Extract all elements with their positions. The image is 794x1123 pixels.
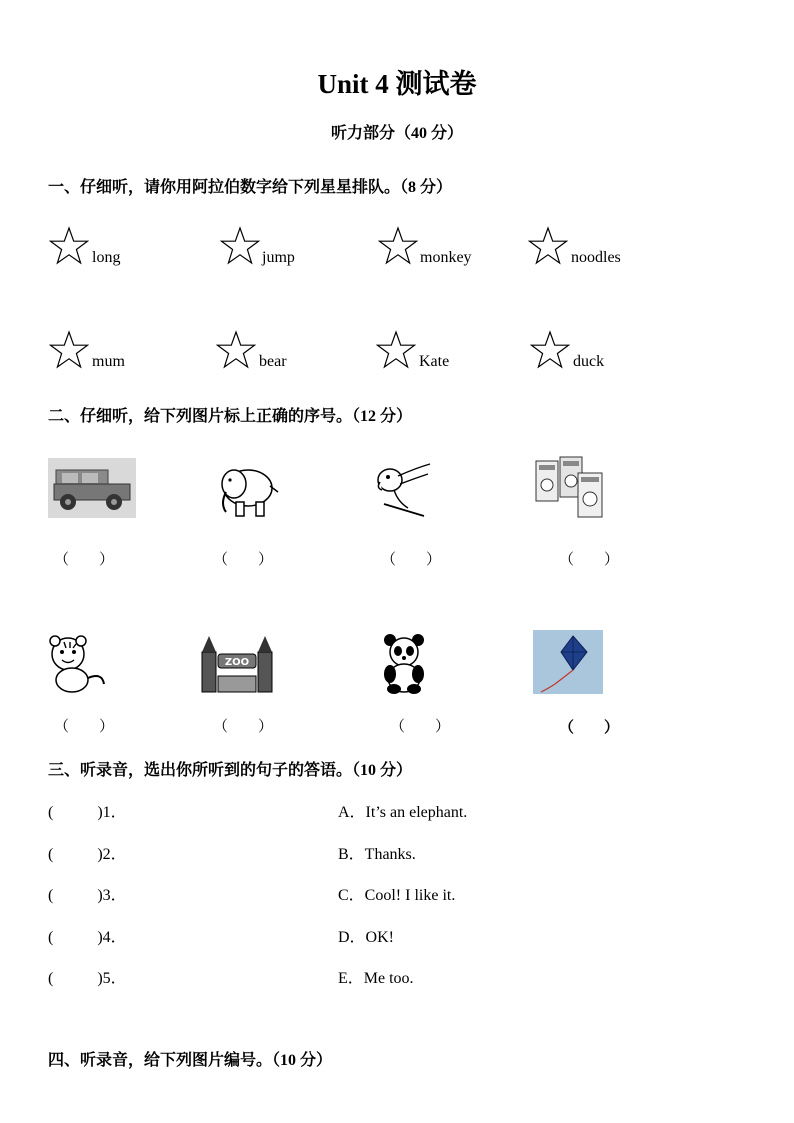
question-row[interactable] [48, 882, 348, 905]
paren-close: ) [97, 929, 103, 946]
answer-option: B．Thanks. [338, 846, 416, 863]
paren-open: ( [48, 804, 54, 821]
star-word: noodles [571, 249, 621, 266]
section-1-heading: 一、仔细听，请你用阿拉伯数字给下列星星排队。（8 分） [48, 179, 453, 196]
kite-picture [533, 630, 603, 694]
star-word: mum [92, 353, 125, 370]
answer-blank[interactable]: （ ） [381, 552, 442, 568]
zoo-gate-picture [200, 632, 274, 694]
star-word: long [92, 249, 121, 266]
star-word: duck [573, 353, 605, 370]
section-3-heading: 三、听录音，选出你所听到的句子的答语。（10 分） [48, 762, 413, 779]
paren-close: ) [97, 804, 103, 821]
star-word: bear [259, 353, 287, 370]
paren-close: ) [97, 970, 103, 987]
jeep-picture [48, 458, 136, 518]
question-number: 3． [102, 887, 127, 904]
question-row[interactable] [48, 799, 348, 822]
answer-blank[interactable]: （ ） [213, 719, 274, 735]
question-number: 1． [102, 804, 127, 821]
answer-blank[interactable]: （ ） [390, 719, 451, 735]
answer-blank[interactable]: （ ） [559, 720, 620, 736]
star-word: monkey [420, 249, 472, 266]
question-number: 5． [102, 970, 127, 987]
answer-option: C．Cool! I like it. [338, 887, 456, 904]
answer-blank[interactable]: （ ） [54, 552, 115, 568]
paren-open: ( [48, 887, 54, 904]
question-number: 4． [102, 929, 127, 946]
answer-option: D．OK! [338, 929, 394, 946]
star-icon[interactable] [378, 226, 418, 266]
star-icon[interactable] [376, 330, 416, 370]
elephant-picture [212, 458, 284, 520]
star-word: Kate [419, 353, 450, 370]
question-row[interactable] [48, 841, 348, 864]
page-subtitle: 听力部分（40 分） [330, 125, 463, 142]
paren-open: ( [48, 970, 54, 987]
star-icon[interactable] [528, 226, 568, 266]
answer-option: A．It’s an elephant. [338, 804, 468, 821]
panda-picture [380, 632, 428, 694]
paren-open: ( [48, 929, 54, 946]
svg-text:ZOO: ZOO [224, 657, 250, 668]
star-icon[interactable] [49, 226, 89, 266]
answer-blank[interactable]: （ ） [213, 552, 274, 568]
section-2-heading: 二、仔细听，给下列图片标上正确的序号。（12 分） [48, 408, 413, 425]
paren-open: ( [48, 846, 54, 863]
milk-cartons-picture [534, 455, 606, 519]
paren-close: ) [97, 846, 103, 863]
star-word: jump [262, 249, 295, 266]
answer-blank[interactable]: （ ） [559, 552, 620, 568]
star-icon[interactable] [530, 330, 570, 370]
star-icon[interactable] [49, 330, 89, 370]
section-4-heading: 四、听录音，给下列图片编号。（10 分） [48, 1052, 333, 1069]
paren-close: ) [97, 887, 103, 904]
answer-blank[interactable]: （ ） [54, 719, 115, 735]
question-row[interactable] [48, 965, 348, 988]
question-row[interactable] [48, 924, 348, 947]
parrot-picture [368, 458, 432, 520]
question-number: 2． [102, 846, 127, 863]
page-title: Unit 4 测试卷 [317, 69, 477, 99]
star-icon[interactable] [216, 330, 256, 370]
star-icon[interactable] [220, 226, 260, 266]
tiger-picture [46, 632, 112, 694]
answer-option: E．Me too. [338, 970, 414, 987]
